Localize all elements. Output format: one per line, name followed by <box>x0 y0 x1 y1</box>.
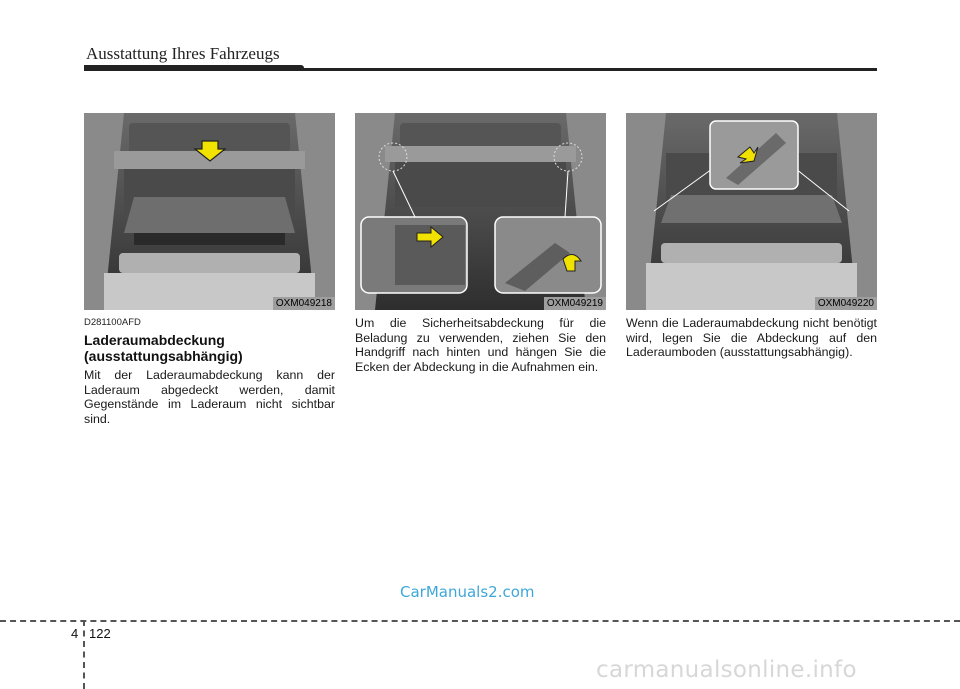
figure-cargo-cover-hooking <box>355 113 606 310</box>
chapter-number: 4 <box>71 626 79 641</box>
figure-caption: OXM049218 <box>273 297 335 310</box>
footer-watermark: carmanualsonline.info <box>596 657 857 683</box>
figure-caption: OXM049219 <box>544 297 606 310</box>
footer-divider <box>0 620 960 622</box>
paragraph-col1: Mit der Laderaumabdeckung kann der Laderaum abgedeckt werden, damit Gegenstände im Laderaum nicht sichtbar sind. <box>84 368 335 426</box>
section-heading <box>84 332 336 364</box>
cargo-area-illustration <box>84 113 335 310</box>
section-heading-line1: Laderaumabdeckung <box>84 332 225 348</box>
header-rule <box>84 68 877 71</box>
footer-vertical-divider <box>83 620 85 689</box>
cargo-area-detail-illustration <box>355 113 606 310</box>
figure-caption: OXM049220 <box>815 297 877 310</box>
page-number: 122 <box>89 626 111 641</box>
section-heading-line2: (ausstattungsabhängig) <box>84 348 243 364</box>
section-code: D281100AFD <box>84 317 141 328</box>
paragraph-col2: Um die Sicherheitsabdeckung für die Beladung zu verwenden, ziehen Sie den Handgriff nach hinten und hängen Sie die Ecken der Abdeckung in die Aufnahmen ein. <box>355 316 606 374</box>
paragraph-col3: Wenn die Laderaumabdeckung nicht benötigt wird, legen Sie die Abdeckung auf den Laderaumboden (ausstattungsabhängig). <box>626 316 877 359</box>
page-header-title: Ausstattung Ihres Fahrzeugs <box>86 44 280 63</box>
cargo-floor-illustration <box>626 113 877 310</box>
figure-cargo-cover-extended <box>84 113 335 310</box>
figure-cargo-cover-stowed <box>626 113 877 310</box>
watermark-link[interactable]: CarManuals2.com <box>400 583 535 601</box>
